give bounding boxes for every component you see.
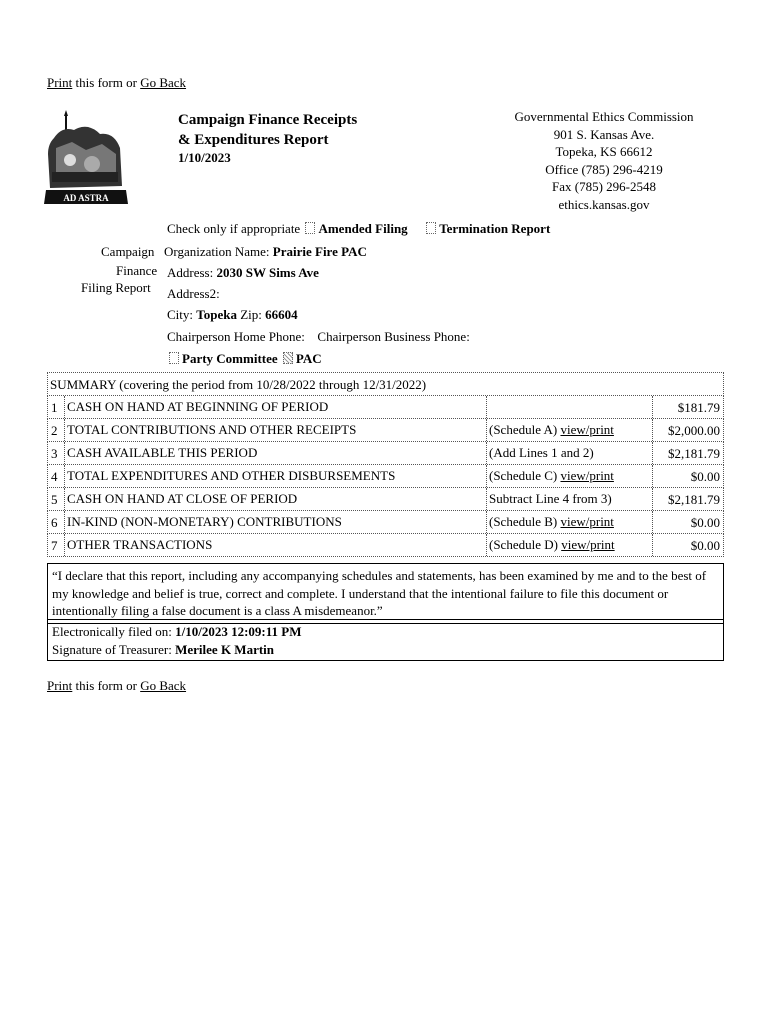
column-divider: [652, 419, 653, 441]
column-divider: [652, 465, 653, 487]
home-phone-label: Chairperson Home Phone:: [167, 329, 305, 344]
agency-website: ethics.kansas.gov: [558, 196, 650, 212]
column-divider: [652, 534, 653, 556]
schedule-label: Subtract Line 4 from 3): [489, 491, 612, 506]
treasurer-row: [52, 641, 719, 659]
amended-label: Amended Filing: [318, 221, 408, 236]
phone-row: [167, 329, 470, 345]
agency-name: Governmental Ethics Commission: [514, 109, 694, 124]
summary-row: [47, 534, 724, 557]
schedule-cell: [486, 534, 615, 556]
summary-row: [47, 396, 724, 419]
line-amount: $0.00: [690, 469, 720, 484]
nav-text-bottom: this form or: [75, 678, 137, 693]
treasurer-value: Merilee K Martin: [175, 641, 275, 657]
line-label: TOTAL CONTRIBUTIONS AND OTHER RECEIPTS: [64, 419, 356, 441]
view-print-link[interactable]: view/print: [560, 468, 614, 483]
line-number: 7: [51, 538, 58, 553]
column-divider: [652, 488, 653, 510]
city-zip-row: [167, 307, 298, 323]
agency-fax: Fax (785) 296-2548: [552, 179, 656, 194]
party-committee-checkbox[interactable]: [169, 352, 179, 364]
committee-type-row: [167, 351, 322, 367]
address2-row: [167, 286, 220, 302]
address-row: [167, 265, 319, 281]
bottom-nav: [47, 678, 186, 694]
org-name-value: Prairie Fire PAC: [272, 244, 367, 259]
agency-contact-block: [480, 108, 728, 213]
seal-motto: AD ASTRA: [63, 193, 109, 203]
line-number: 6: [51, 515, 58, 530]
schedule-label: (Schedule A): [489, 422, 558, 437]
org-name-label: Organization Name:: [164, 244, 270, 259]
column-divider: [652, 511, 653, 533]
agency-city: Topeka, KS 66612: [555, 144, 653, 159]
check-prefix-text: Check only if appropriate: [167, 221, 301, 236]
pac-label: PAC: [295, 351, 322, 366]
line-amount: $0.00: [690, 538, 720, 553]
line-number: 2: [51, 423, 58, 438]
view-print-link[interactable]: view/print: [561, 537, 615, 552]
line-label: CASH ON HAND AT CLOSE OF PERIOD: [64, 488, 297, 510]
summary-row: [47, 442, 724, 465]
side-label-filing-report: Filing Report: [81, 280, 151, 295]
termination-label: Termination Report: [439, 221, 551, 236]
agency-street: 901 S. Kansas Ave.: [553, 126, 655, 142]
top-nav: [47, 75, 186, 91]
address2-label: Address2:: [167, 286, 220, 301]
line-label: CASH AVAILABLE THIS PERIOD: [64, 442, 257, 464]
summary-row: [47, 511, 724, 534]
schedule-cell: [486, 442, 594, 464]
side-label-finance: Finance: [116, 263, 158, 278]
filed-on-row: [52, 623, 719, 641]
org-name-row: [164, 244, 367, 260]
line-amount: $2,000.00: [668, 423, 720, 438]
kansas-seal-logo: [42, 108, 132, 210]
report-title: [178, 110, 357, 150]
city-value: Topeka: [196, 307, 237, 322]
signature-box: [47, 619, 724, 661]
summary-heading: SUMMARY (covering the period from 10/28/2022 through 12/31/2022): [50, 377, 427, 392]
business-phone-label: Chairperson Business Phone:: [317, 329, 470, 344]
party-committee-label: Party Committee: [182, 351, 278, 366]
print-link[interactable]: Print: [47, 75, 73, 90]
line-label: TOTAL EXPENDITURES AND OTHER DISBURSEMENTS: [64, 465, 395, 487]
line-number: 1: [51, 400, 58, 415]
summary-row: [47, 465, 724, 488]
amended-checkbox[interactable]: [305, 222, 315, 234]
schedule-cell: [486, 488, 612, 510]
schedule-label: (Schedule D): [489, 537, 558, 552]
filing-type-row: [167, 221, 550, 237]
schedule-cell: [486, 419, 614, 441]
summary-heading-row: [47, 373, 724, 396]
line-number: 3: [51, 446, 58, 461]
city-label: City:: [167, 307, 194, 322]
view-print-link[interactable]: view/print: [560, 422, 614, 437]
filed-on-value: 1/10/2023 12:09:11 PM: [175, 624, 302, 639]
summary-table: [47, 372, 724, 557]
schedule-label: (Add Lines 1 and 2): [489, 445, 594, 460]
line-amount: $181.79: [677, 400, 720, 415]
address-value: 2030 SW Sims Ave: [216, 265, 319, 280]
schedule-cell: [486, 465, 614, 487]
schedule-cell: [486, 396, 489, 418]
agency-office-phone: Office (785) 296-4219: [545, 161, 663, 177]
declaration-text: “I declare that this report, including any accompanying schedules and statements, has been examined by me and to the best of my knowledge and belief is true, correct and complete. I understand that the intentional failure to file this document or intentionally filing a false document is a class A misdemeanor.”: [52, 568, 707, 618]
side-label-campaign: Campaign: [101, 244, 155, 259]
column-divider: [652, 396, 653, 418]
termination-checkbox[interactable]: [426, 222, 436, 234]
line-amount: $2,181.79: [668, 492, 720, 507]
zip-label: Zip:: [240, 307, 262, 322]
line-label: OTHER TRANSACTIONS: [64, 534, 212, 556]
go-back-link[interactable]: Go Back: [140, 75, 187, 90]
summary-row: [47, 419, 724, 442]
print-link-bottom[interactable]: Print: [47, 678, 73, 693]
go-back-link-bottom[interactable]: Go Back: [140, 678, 187, 693]
view-print-link[interactable]: view/print: [560, 514, 614, 529]
column-divider: [652, 442, 653, 464]
line-amount: $2,181.79: [668, 446, 720, 461]
schedule-cell: [486, 511, 614, 533]
schedule-label: (Schedule C): [489, 468, 558, 483]
nav-text: this form or: [75, 75, 137, 90]
declaration-box: [47, 563, 724, 624]
line-number: 5: [51, 492, 58, 507]
line-label: IN-KIND (NON-MONETARY) CONTRIBUTIONS: [64, 511, 342, 533]
line-number: 4: [51, 469, 58, 484]
report-title-line1: Campaign Finance Receipts: [178, 112, 358, 128]
schedule-label: (Schedule B): [489, 514, 558, 529]
report-date: 1/10/2023: [178, 150, 231, 165]
pac-checkbox[interactable]: [283, 352, 293, 364]
line-amount: $0.00: [690, 515, 720, 530]
report-title-line2: & Expenditures Report: [178, 132, 329, 148]
summary-row: [47, 488, 724, 511]
address-label: Address:: [167, 265, 214, 280]
filed-on-label: Electronically filed on:: [52, 624, 172, 639]
line-label: CASH ON HAND AT BEGINNING OF PERIOD: [64, 396, 328, 418]
treasurer-label: Signature of Treasurer:: [52, 641, 172, 657]
zip-value: 66604: [265, 307, 298, 322]
